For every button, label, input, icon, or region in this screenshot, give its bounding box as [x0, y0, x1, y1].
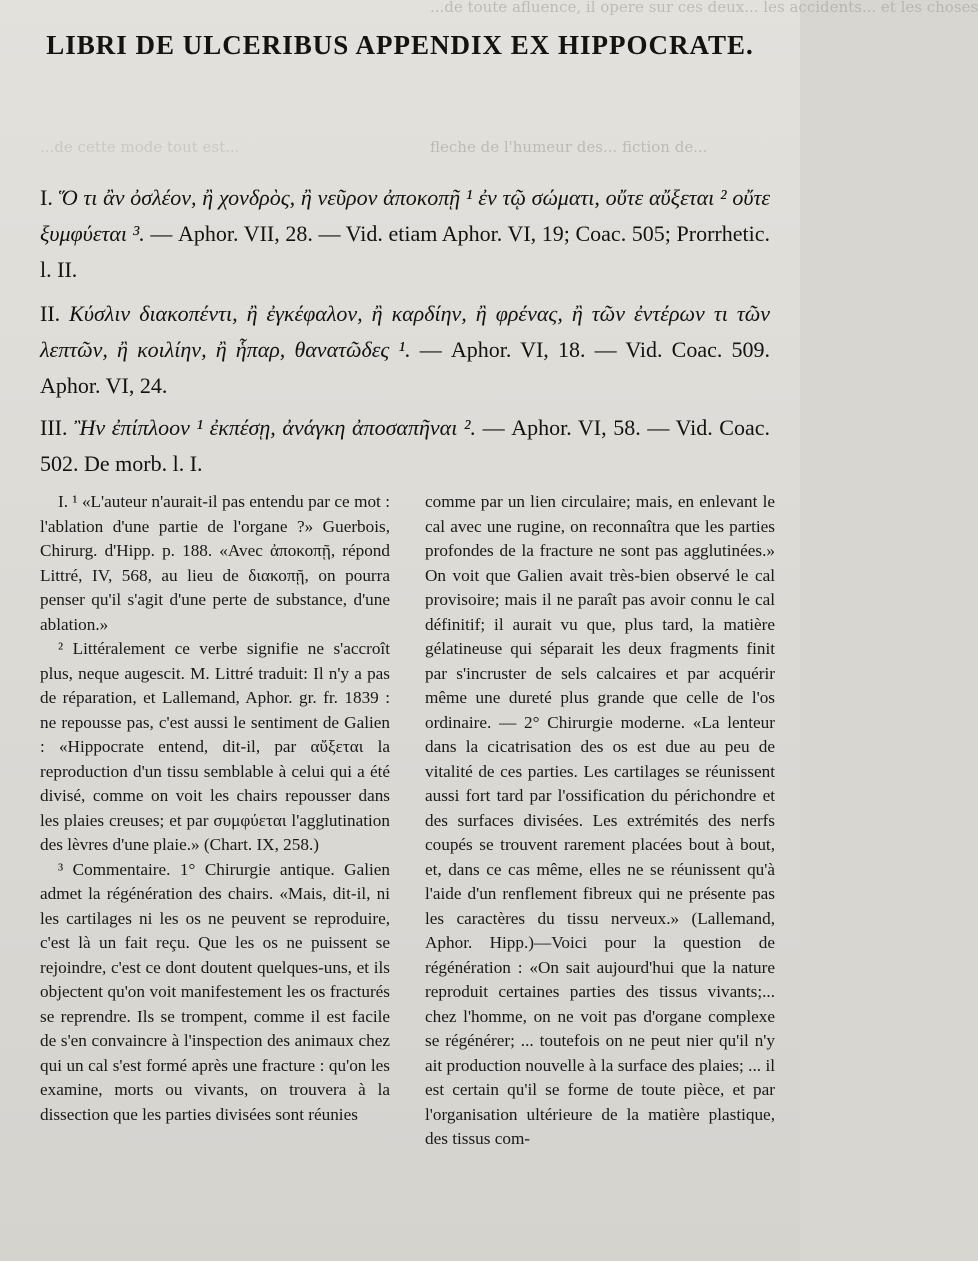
aphorism-number: I.: [40, 185, 53, 210]
aphorism-3: [40, 410, 770, 482]
footnotes-right-column: [425, 490, 775, 1152]
footnote-3: ³ Commentaire. 1° Chirurgie antique. Galien admet la régénération des chairs. «Mais, dit-il, ni les cartilages ni les os ne peuvent se reproduire, c'est là un fait reçu. Que les os ne puissent se rejoindre, c'est ce dont doutent quelques-uns, et ils objectent qu'on voit manifestement les os fracturés se reprendre. Ils se trompent, comme il est facile de s'en convaincre à l'inspection des animaux chez qui un cal s'est formé après une fracture : qu'on les examine, morts ou vivants, on trouvera à la dissection que les parties divisées sont réunies: [40, 859, 390, 1124]
bleed-through-text-mid: fleche de l'humeur des... fiction de...: [430, 138, 708, 156]
aphorism-number: III.: [40, 415, 68, 440]
footnote-2: ² Littéralement ce verbe signifie ne s'accroît plus, neque augescit. M. Littré traduit: Il n'y a pas de réparation, et Lallemand, Aphor. gr. fr. 1839 : ne repousse pas, c'est aussi le sentiment de Galien : «Hippocrate entend, dit-il, par αὔξεται la reproduction d'un tissu semblable à celui qui a été divisé, comme on voit les chairs repousser dans les plaies creuses; et par συμφύεται l'agglutination des lèvres d'une plaie.» (Chart. IX, 258.): [40, 639, 390, 854]
aphorism-references: — Aphor. VII, 28. — Vid. etiam Aphor. VI, 19; Coac. 505; Prorrhetic. l. II.: [40, 221, 771, 282]
aphorism-greek-text: Ἢν ἐπίπλοον ¹ ἐκπέσῃ, ἀνάγκη ἀποσαπῆναι ².: [74, 415, 477, 440]
aphorism-references: — Aphor. VI, 58. — Vid. Coac. 502. De morb. l. I.: [40, 415, 771, 476]
footnotes-left-column: [40, 490, 390, 1127]
page-title: LIBRI DE ULCERIBUS APPENDIX EX HIPPOCRATE.: [46, 30, 754, 60]
aphorism-1: [40, 180, 770, 288]
aphorism-number: II.: [40, 301, 61, 326]
bleed-through-text-top: ...de toute afluence, il opere sur ces deux... les accidents... et les choses: [430, 0, 978, 16]
aphorism-greek-text: Κύσλιν διακοπέντι, ἢ ἐγκέφαλον, ἢ καρδίην, ἢ φρένας, ἢ τῶν ἐντέρων τι τῶν λεπτῶν, ἢ κοιλίην, ἢ ἧπαρ, θανατῶδες ¹.: [40, 301, 770, 362]
aphorism-references: — Aphor. VI, 18. — Vid. Coac. 509. Aphor. VI, 24.: [40, 337, 770, 398]
footnote-3-continued: comme par un lien circulaire; mais, en enlevant le cal avec une rugine, on reconnaîtra que les parties profondes de la fracture ne sont pas agglutinées.» On voit que Galien avait très-bien observé le cal provisoire; mais il ne paraît pas avoir connu le cal définitif; il aurait vu que, plus tard, la matière gélatineuse qui séparait les deux fragments finit par s'incruster de sels calcaires et par acquérir même une dureté plus grande que celle de l'os ordinaire. — 2° Chirurgie moderne. «La lenteur dans la cicatrisation des os est due au peu de vitalité de ces parties. Les cartilages se réunissent aussi fort tard par l'ossification du périchondre et des surfaces divisées. Les extrémités des nerfs coupés se trouvent rarement placées bout à bout, et, dans ce cas même, elles ne se réunissent qu'à l'aide d'un renflement fibreux qui ne présente pas les caractères du tissu nerveux.» (Lallemand, Aphor. Hipp.)—Voici pour la question de régénération : «On sait aujourd'hui que la nature reproduit certaines parties des tissus vivants;... chez l'homme, on ne voit pas d'organe complexe se régénérer; ... toutefois on ne peut nier qu'il n'y ait production nouvelle à la surface des plaies; ... il est certain qu'il se forme de toute pièce, et par l'organisation ultérieure de la matière plastique, des tissus com-: [425, 492, 775, 1148]
bleed-through-text-left: ...de cette mode tout est...: [40, 138, 240, 156]
aphorism-greek-text: Ὅ τι ἂν ὀσλέον, ἢ χονδρὸς, ἢ νεῦρον ἀποκοπῇ ¹ ἐν τῷ σώματι, οὔτε αὔξεται ² οὔτε ξυμφύεται ³.: [40, 185, 770, 246]
footnote-1: I. ¹ «L'auteur n'aurait-il pas entendu par ce mot : l'ablation d'une partie de l'organe ?» Guerbois, Chirurg. d'Hipp. p. 188. «Avec ἀποκοπῇ, répond Littré, IV, 568, au lieu de διακοπῇ, on pourra penser qu'il s'agit d'une perte de substance, d'une ablation.»: [40, 492, 390, 634]
aphorism-2: [40, 296, 770, 404]
